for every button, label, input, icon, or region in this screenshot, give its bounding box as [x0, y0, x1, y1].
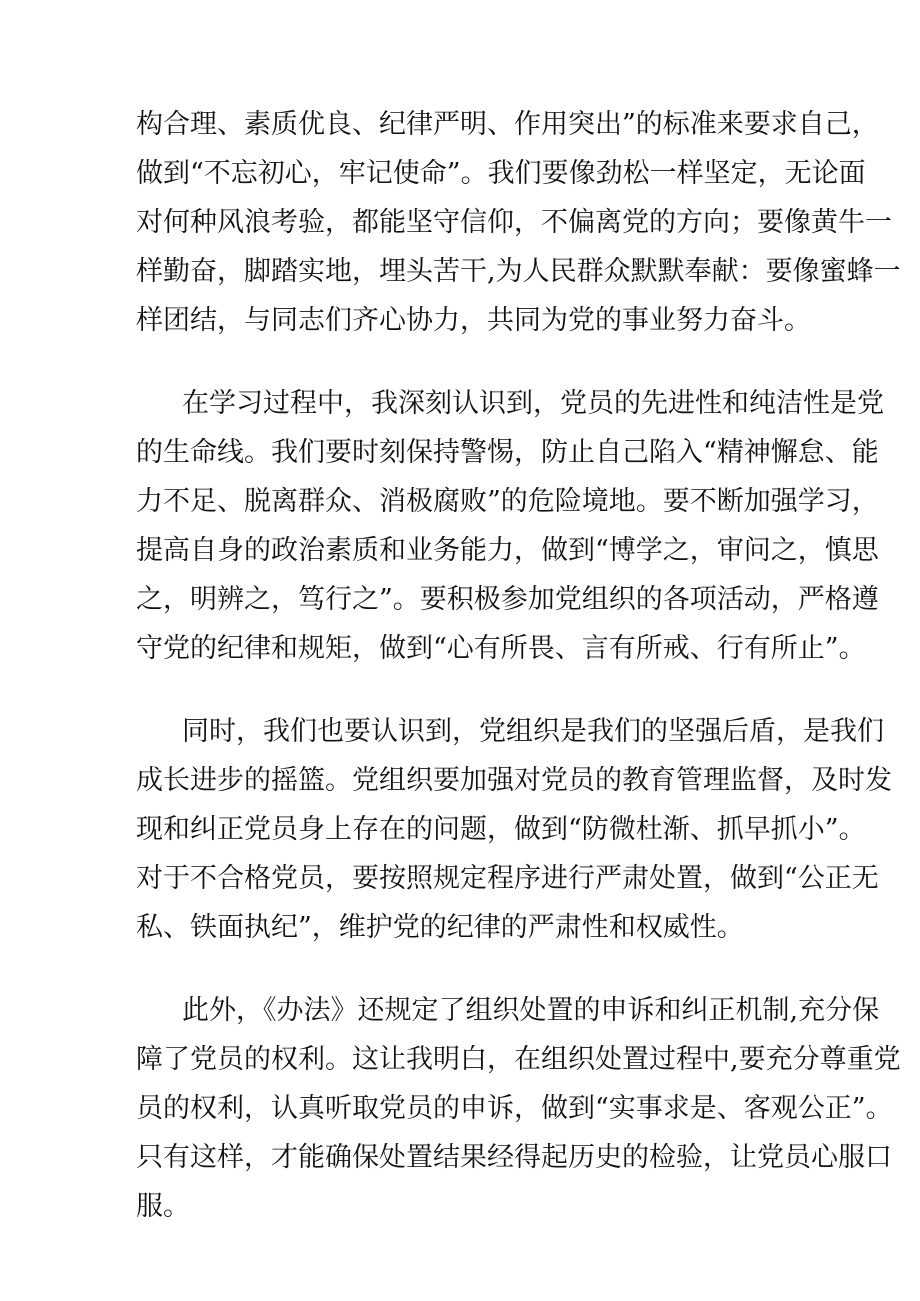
paragraph-3 — [136, 707, 892, 952]
document-body — [136, 100, 901, 1265]
paragraph-line: 对于不合格党员，要按照规定程序进行严肃处置，做到“公正无 — [136, 863, 879, 894]
paragraph-1 — [136, 100, 901, 345]
paragraph-line: 构合理、素质优良、纪律严明、作用突出”的标准来要求自己， — [136, 109, 879, 140]
paragraph-line: 只有这样，才能确保处置结果经得起历史的检验，让党员心服口 — [136, 1142, 892, 1173]
paragraph-line: 服。 — [136, 1191, 190, 1222]
paragraph-line: 做到“不忘初心，牢记使命”。我们要像劲松一样坚定，无论面 — [136, 158, 866, 189]
paragraph-first-line: 同时，我们也要认识到，党组织是我们的坚强后盾，是我们 — [182, 716, 884, 747]
paragraph-line: 守党的纪律和规矩，做到“心有所畏、言有所戒、行有所止”。 — [136, 633, 866, 664]
paragraph-2 — [136, 379, 884, 673]
paragraph-line: 成长进步的摇篮。党组织要加强对党员的教育管理监督，及时发 — [136, 765, 892, 796]
paragraph-line: 对何种风浪考验，都能坚守信仰，不偏离党的方向；要像黄牛一 — [136, 207, 892, 238]
paragraph-line: 的生命线。我们要时刻保持警惕，防止自己陷入“精神懈怠、能 — [136, 437, 879, 468]
paragraph-first-line: 此外，《办法》还规定了组织处置的申诉和纠正机制,充分保 — [182, 995, 880, 1026]
paragraph-line: 员的权利，认真听取党员的申诉，做到“实事求是、客观公正”。 — [136, 1093, 893, 1124]
paragraph-line: 样勤奋，脚踏实地，埋头苦干,为人民群众默默奉献：要像蜜蜂一 — [136, 256, 901, 287]
paragraph-line: 障了党员的权利。这让我明白，在组织处置过程中,要充分尊重党 — [136, 1044, 901, 1075]
paragraph-4 — [136, 986, 901, 1231]
paragraph-line: 力不足、脱离群众、消极腐败”的危险境地。要不断加强学习， — [136, 486, 879, 517]
paragraph-first-line: 在学习过程中，我深刻认识到，党员的先进性和纯洁性是党 — [182, 388, 884, 419]
paragraph-line: 提高自身的政治素质和业务能力，做到“博学之，审问之，慎思 — [136, 535, 879, 566]
paragraph-line: 现和纠正党员身上存在的问题，做到“防微杜渐、抓早抓小”。 — [136, 814, 866, 845]
paragraph-line: 样团结，与同志们齐心协力，共同为党的事业努力奋斗。 — [136, 305, 811, 336]
paragraph-line: 私、铁面执纪”，维护党的纪律的严肃性和权威性。 — [136, 912, 744, 943]
paragraph-line: 之，明辨之，笃行之”。要积极参加党组织的各项活动，严格遵 — [136, 584, 879, 615]
